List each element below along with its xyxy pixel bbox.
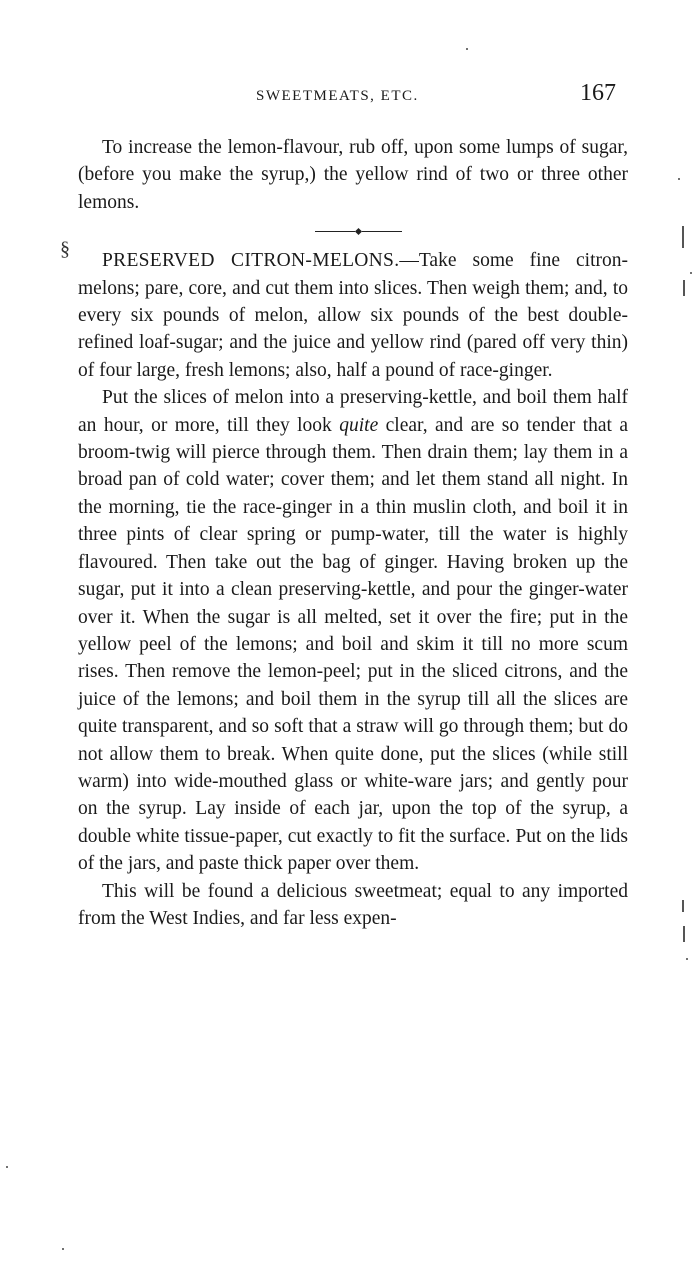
emphasis-word: quite	[339, 414, 379, 436]
divider-diamond-icon	[354, 228, 361, 235]
margin-mark	[683, 926, 685, 942]
section-divider	[78, 216, 628, 247]
method-paragraph	[78, 384, 628, 877]
scan-speck	[686, 958, 688, 960]
recipe-paragraph	[78, 247, 628, 384]
method-text-rest: clear, and are so tender that a broom-twig will pierce through them. Then drain them; lay them in a broad pan of cold water; cover them; and let them stand all night. In the morning, tie the race-ginger in a thin muslin cloth, and boil it in three pints of clear spring or pump-water, till the water is highly flavoured. Then take out the bag of ginger. Having broken up the sugar, put it into a clean preserving-kettle, and pour the ginger-water over it. When the sugar is all melted, set it over the fire; put in the yellow peel of the lemons; and boil and skim it till no more scum rises. Then remove the lemon-peel; put in the sliced citrons, and the juice of the lemons; and boil them in the syrup till all the slices are quite transparent, and so soft that a straw will go through them; but do not allow them to break. When quite done, put the slices (while still warm) into wide-mouthed glass or white-ware jars; and gently pour on the syrup. Lay inside of each jar, upon the top of the syrup, a double white tissue-paper, cut exactly to fit the surface. Put on the lids of the jars, and paste thick paper over them.	[78, 414, 629, 875]
running-head: SWEETMEATS, ETC.	[256, 88, 419, 104]
closing-paragraph: This will be found a delicious sweetmeat; equal to any imported from the West Indies, and far less expen-	[78, 880, 628, 929]
divider-line-right	[362, 231, 402, 232]
method-text-start: Put the slices of melon into a preserving-kettle, and boil them half an hour, or more, till they look	[78, 387, 628, 436]
scan-speck	[690, 272, 692, 274]
scan-speck	[6, 1166, 8, 1168]
recipe-lead-text: —Take some fine citron-melons; pare, core, and cut them into slices. Then weigh them; and, to every six pounds of melon, allow six pounds of the best double-refined loaf-sugar; and the juice and yellow rind (pared off very thin) of four large, fresh lemons; also, half a pound of race-ginger.	[78, 250, 628, 381]
intro-paragraph: To increase the lemon-flavour, rub off, upon some lumps of sugar, (before you make the syrup,) the yellow rind of two or three other lemons.	[78, 137, 628, 213]
margin-mark	[683, 280, 685, 296]
scan-speck	[466, 48, 468, 50]
body-text	[78, 134, 628, 932]
page-number: 167	[580, 80, 616, 106]
margin-mark	[682, 226, 684, 248]
margin-ornament-icon: §	[60, 238, 70, 260]
scan-speck	[678, 178, 680, 180]
divider-line-left	[315, 231, 355, 232]
section-heading: PRESERVED CITRON-MELONS.	[102, 250, 400, 272]
margin-mark	[682, 900, 684, 912]
scan-speck	[62, 1248, 64, 1250]
